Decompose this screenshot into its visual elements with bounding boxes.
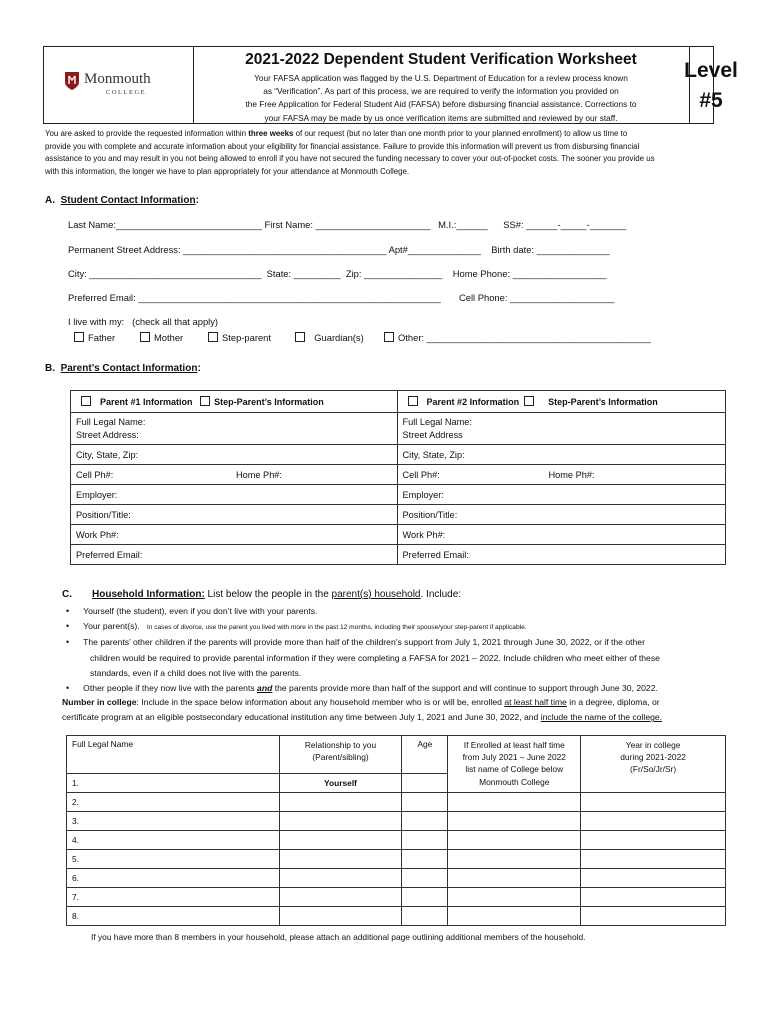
list-text: the parents provide more than half of the support and will continue to support through June 30, 2022. [272,683,658,694]
college-logo [44,47,194,123]
section-title: Student Contact Information [60,195,196,206]
include-list [66,604,746,696]
parent2-name-cell[interactable] [397,413,725,445]
checkbox[interactable] [81,396,91,406]
field-label: Home Ph#: [548,469,595,480]
level-number: #5 [699,89,723,112]
college-cell[interactable] [448,888,581,907]
table-row-label[interactable]: 4. [67,831,280,850]
notice-bold: three weeks [248,129,294,138]
college-cell[interactable] [448,850,581,869]
age-cell[interactable] [402,888,448,907]
nic-text: : Include in the space below information about any household member who is or will be, enrolled [136,697,505,707]
parent2-position-cell[interactable]: Position/Title: [397,505,725,525]
list-item [66,681,746,696]
college-cell[interactable] [448,869,581,888]
notice-text: assistance to you and may result in you not being allowed to enroll if you have not secured the funding necessary to cover your out-of-pocket costs. The sooner you provide us [45,154,655,164]
logo-sub: COLLEGE [106,89,147,96]
table-row-label[interactable]: 7. [67,888,280,907]
checkbox[interactable] [208,332,218,342]
student-city-row[interactable]: City: _________________________________ State: _________ Zip: _______________ Home Phone: __________________ [68,268,607,279]
header-line: during 2021-2022 [620,752,686,763]
parent2-option-label: Parent #2 Information [426,397,520,407]
header-box [43,46,738,124]
col-header-relationship [279,736,402,774]
intro-line: Your FAFSA application was flagged by the U.S. Department of Education for a review process known [254,73,628,83]
checkbox[interactable] [140,332,150,342]
intro-line: as “Verification”. As part of this process, we are required to verify the information you provided on [263,86,619,97]
table-row-label[interactable]: 6. [67,869,280,888]
relationship-cell[interactable] [279,812,402,831]
nic-text-underlined: include the name of the college. [540,712,663,723]
col-header-name: Full Legal Name [67,736,280,774]
year-cell[interactable] [581,793,726,812]
field-label: Street Address: [76,430,139,440]
nic-text-underlined: at least half time [504,697,567,707]
section-letter: C. [62,589,72,600]
year-cell[interactable] [581,869,726,888]
section-title: Parent’s Contact Information [60,363,198,374]
section-letter: B. [45,363,55,374]
intro-line: the Free Application for Federal Student Aid (FAFSA) before disbursing financial assistance. Corrections to [245,99,637,110]
parent1-name-cell[interactable] [71,413,398,445]
table-row-label[interactable]: 2. [67,793,280,812]
header-line: (Parent/sibling) [312,752,369,762]
header-line: from July 2021 – June 2022 [462,752,566,763]
parent-table [70,390,726,565]
parent2-step-option-label: Step-Parent’s Information [548,397,658,407]
section-text: . Include: [420,589,462,600]
household-footnote: If you have more than 8 members in your household, please attach an additional page outlining additional members of the household. [91,932,586,942]
section-colon: : [197,363,201,374]
parent2-phone-cell[interactable] [397,465,725,485]
col-header-enrolled [448,736,581,793]
field-label: Home Ph#: [236,469,282,480]
option-label: Father [88,332,116,343]
live-with-other[interactable] [384,332,651,343]
parent1-employer-cell[interactable]: Employer: [71,485,398,505]
parent1-step-option-label: Step-Parent’s Information [214,397,324,407]
age-cell[interactable] [402,812,448,831]
parent1-type-cell [71,391,398,413]
parent2-city-cell[interactable]: City, State, Zip: [397,445,725,465]
parent2-employer-cell[interactable]: Employer: [397,485,725,505]
parent1-option-label: Parent #1 Information [100,397,193,407]
year-cell[interactable] [581,812,726,831]
notice-text: You are asked to provide the requested information within [45,129,249,138]
age-cell[interactable] [402,869,448,888]
relationship-yourself: Yourself [279,774,402,793]
nic-label: Number in college [62,697,137,707]
list-text: standards, even if a child does not live with the parents. [90,667,302,678]
list-text: children would be required to provide parental information if they were completing a FAFSA for 2021 – 2022. Include children who meet either of these [90,652,660,663]
table-row-label[interactable]: 5. [67,850,280,869]
section-c-heading [62,589,461,600]
notice-paragraph [45,128,735,178]
section-text: List below the people in the [204,589,332,600]
parent1-city-cell[interactable]: City, State, Zip: [71,445,398,465]
bullet-icon: • [66,637,70,648]
list-text: Yourself (the student), even if you don’t live with your parents. [83,606,318,616]
header-line: If Enrolled at least half time [463,740,565,750]
nic-text: in a degree, diploma, or [566,697,660,707]
parent1-position-cell[interactable]: Position/Title: [71,505,398,525]
checkbox[interactable] [295,332,305,342]
notice-text: with this information, the longer we have to plan appropriately for your attendance at Monmouth College. [45,166,410,176]
live-with-mother[interactable] [140,332,183,343]
col-header-year [581,736,726,793]
header-text [193,47,690,123]
relationship-cell[interactable] [279,831,402,850]
live-with-step-parent[interactable] [208,332,271,343]
list-text: The parents’ other children if the parents will provide more than half of the children’s support from July 1, 2021 through June 30, 2022, or if the other [83,637,645,648]
relationship-cell[interactable] [279,850,402,869]
college-cell[interactable] [448,831,581,850]
college-cell[interactable] [448,907,581,926]
parent1-phone-cell[interactable] [71,465,398,485]
bullet-icon: • [66,683,70,694]
parent2-work-cell[interactable]: Work Ph#: [397,525,725,545]
field-label: Full Legal Name: [402,417,472,427]
option-label: Mother [154,332,184,343]
header-intro [193,72,689,125]
relationship-cell[interactable] [279,793,402,812]
age-cell[interactable] [402,831,448,850]
level-badge [666,56,756,116]
header-line: (Fr/So/Jr/Sr) [630,764,677,775]
notice-text: of our request (but no later than one month prior to your planned enrollment) to allow us time to [293,129,628,138]
list-text: Your parent(s). [83,621,140,632]
header-line: Year in college [625,740,681,750]
year-cell[interactable] [581,850,726,869]
checkbox[interactable] [524,396,534,406]
list-text: Other people if they now live with the parents [83,683,258,694]
table-row-label[interactable]: 8. [67,907,280,926]
checkbox[interactable] [408,396,418,406]
student-email-row[interactable]: Preferred Email: __________________________________________________________ Cell Phone: ____________________ [68,292,615,303]
college-cell[interactable] [448,793,581,812]
live-with-guardian[interactable] [295,332,364,343]
level-label: Level [684,59,738,82]
field-label: Street Address [402,430,463,440]
live-with-father[interactable] [74,332,115,343]
table-row-label[interactable]: 3. [67,812,280,831]
logo-name: Monmouth [84,71,151,87]
age-cell[interactable] [402,793,448,812]
section-b-heading [45,363,201,374]
section-colon: : [195,195,199,206]
list-text-small: In cases of divorce, use the parent you lived with more in the past 12 months, including their spouse/your step-parent if applicable. [146,624,527,632]
list-text-emphasis: and [257,683,273,694]
shield-icon [64,71,80,91]
field-label: Cell Ph#: [402,469,440,480]
household-table [66,735,726,926]
section-letter: A. [45,195,55,206]
student-name-row[interactable]: Last Name:____________________________ First Name: ______________________ M.I.:______ SS#: ______-_____-_______ [68,219,627,230]
age-cell[interactable] [402,774,448,793]
relationship-cell[interactable] [279,869,402,888]
parent2-email-cell[interactable]: Preferred Email: [397,545,725,565]
year-cell[interactable] [581,888,726,907]
checkbox[interactable] [74,332,84,342]
option-label: Step-parent [222,332,271,343]
relationship-cell[interactable] [279,888,402,907]
parent1-email-cell[interactable]: Preferred Email: [71,545,398,565]
list-item [66,635,746,650]
table-row-label: 1. [67,774,280,793]
student-address-row[interactable]: Permanent Street Address: _______________________________________ Apt#______________ Birth date: ______________ [68,244,610,255]
parent1-work-cell[interactable]: Work Ph#: [71,525,398,545]
nic-text: certificate program at an eligible postsecondary educational institution any time between July 1, 2021 and June 30, 2022, and [62,712,541,723]
section-text-underlined: parent(s) household [331,589,421,600]
section-title: Household Information: [92,589,205,600]
bullet-icon: • [66,606,70,616]
field-label: Full Legal Name: [76,417,146,427]
list-item [66,619,746,635]
option-label: Other: ___________________________________________ [398,332,651,343]
section-a-heading [45,195,199,206]
page-title: 2021-2022 Dependent Student Verification Worksheet [245,51,637,68]
age-cell[interactable] [402,850,448,869]
live-with-label: I live with my: (check all that apply) [68,316,219,327]
parent2-type-cell [397,391,725,413]
notice-text: provide you with complete and accurate information about your eligibility for financial assistance. Failure to provide this information will prevent us from disbursing financial [45,141,640,151]
field-label: Cell Ph#: [76,469,114,480]
checkbox[interactable] [384,332,394,342]
option-label: Guardian(s) [314,332,364,343]
year-cell[interactable] [581,907,726,926]
relationship-cell[interactable] [279,907,402,926]
header-line: Relationship to you [304,740,377,750]
header-line: Monmouth College [479,776,550,787]
year-cell[interactable] [581,831,726,850]
age-cell[interactable] [402,907,448,926]
intro-line: your FAFSA may be made by us once verification items are submitted and reviewed by our staff. [264,112,618,123]
col-header-age: Age [402,736,448,774]
checkbox[interactable] [200,396,210,406]
number-in-college-paragraph [62,695,752,725]
header-line: list name of College below [465,764,564,775]
list-item [66,604,746,619]
college-cell[interactable] [448,812,581,831]
bullet-icon: • [66,621,70,632]
